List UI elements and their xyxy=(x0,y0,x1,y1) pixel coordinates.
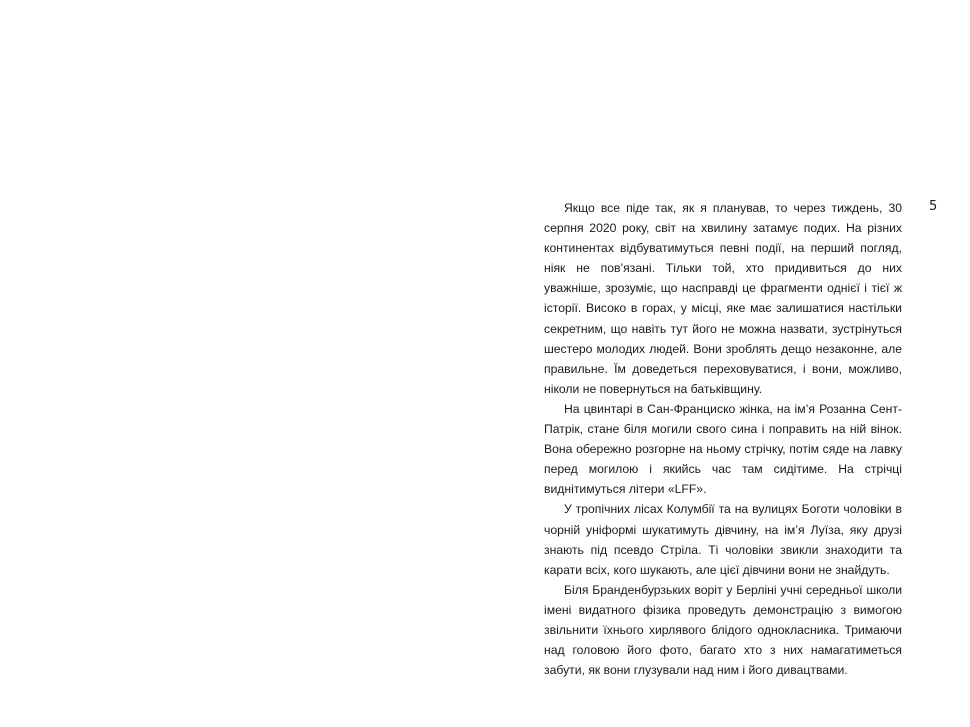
paragraph-4: Біля Бранденбурзьких воріт у Берліні учні середньої школи імені видатного фізика проведуть демонстрацію з вимогою звільнити їхнього хирлявого блідого однокласника. Тримаючи над головою його фото, багато хто з них намагатиметься забути, як вони глузували над ним і його дивацтвами. xyxy=(544,582,902,678)
paragraph-1: Якщо все піде так, як я планував, то через тиждень, 30 серпня 2020 року, світ на хвилину затамує подих. На різних континентах відбуватимуться певні події, на перший погляд, ніяк не пов’язані. Тільки той, хто придивиться до них уважніше, зрозуміє, що насправді це фрагменти однієї і тієї ж історії. Високо в горах, у місці, яке має залишатися настільки секретним, що навіть тут його не можна назвати, зустрінуться шестеро молодих людей. Вони зроблять дещо незаконне, але правильне. Їм доведеться переховуватися, і вони, можливо, ніколи не повернуться на батьківщину. xyxy=(544,201,902,396)
page-number: 5 xyxy=(929,199,938,214)
paragraph-2: На цвинтарі в Сан-Франциско жінка, на ім’я Розанна Сент-Патрік, стане біля могили свого сина і поправить на ній вінок. Вона обережно розгорне на ньому стрічку, потім сяде на лавку перед могилою і якийсь час там сидітиме. На стрічці виднітимуться літери «LFF». xyxy=(544,401,902,497)
text-column xyxy=(544,198,902,680)
paragraph-3: У тропічних лісах Колумбії та на вулицях Боготи чоловіки в чорній уніформі шукатимуть дівчину, на ім’я Луїза, яку друзі знають під псевдо Стріла. Ті чоловіки звикли знаходити та карати всіх, кого шукають, але цієї дівчини вони не знайдуть. xyxy=(544,502,902,577)
